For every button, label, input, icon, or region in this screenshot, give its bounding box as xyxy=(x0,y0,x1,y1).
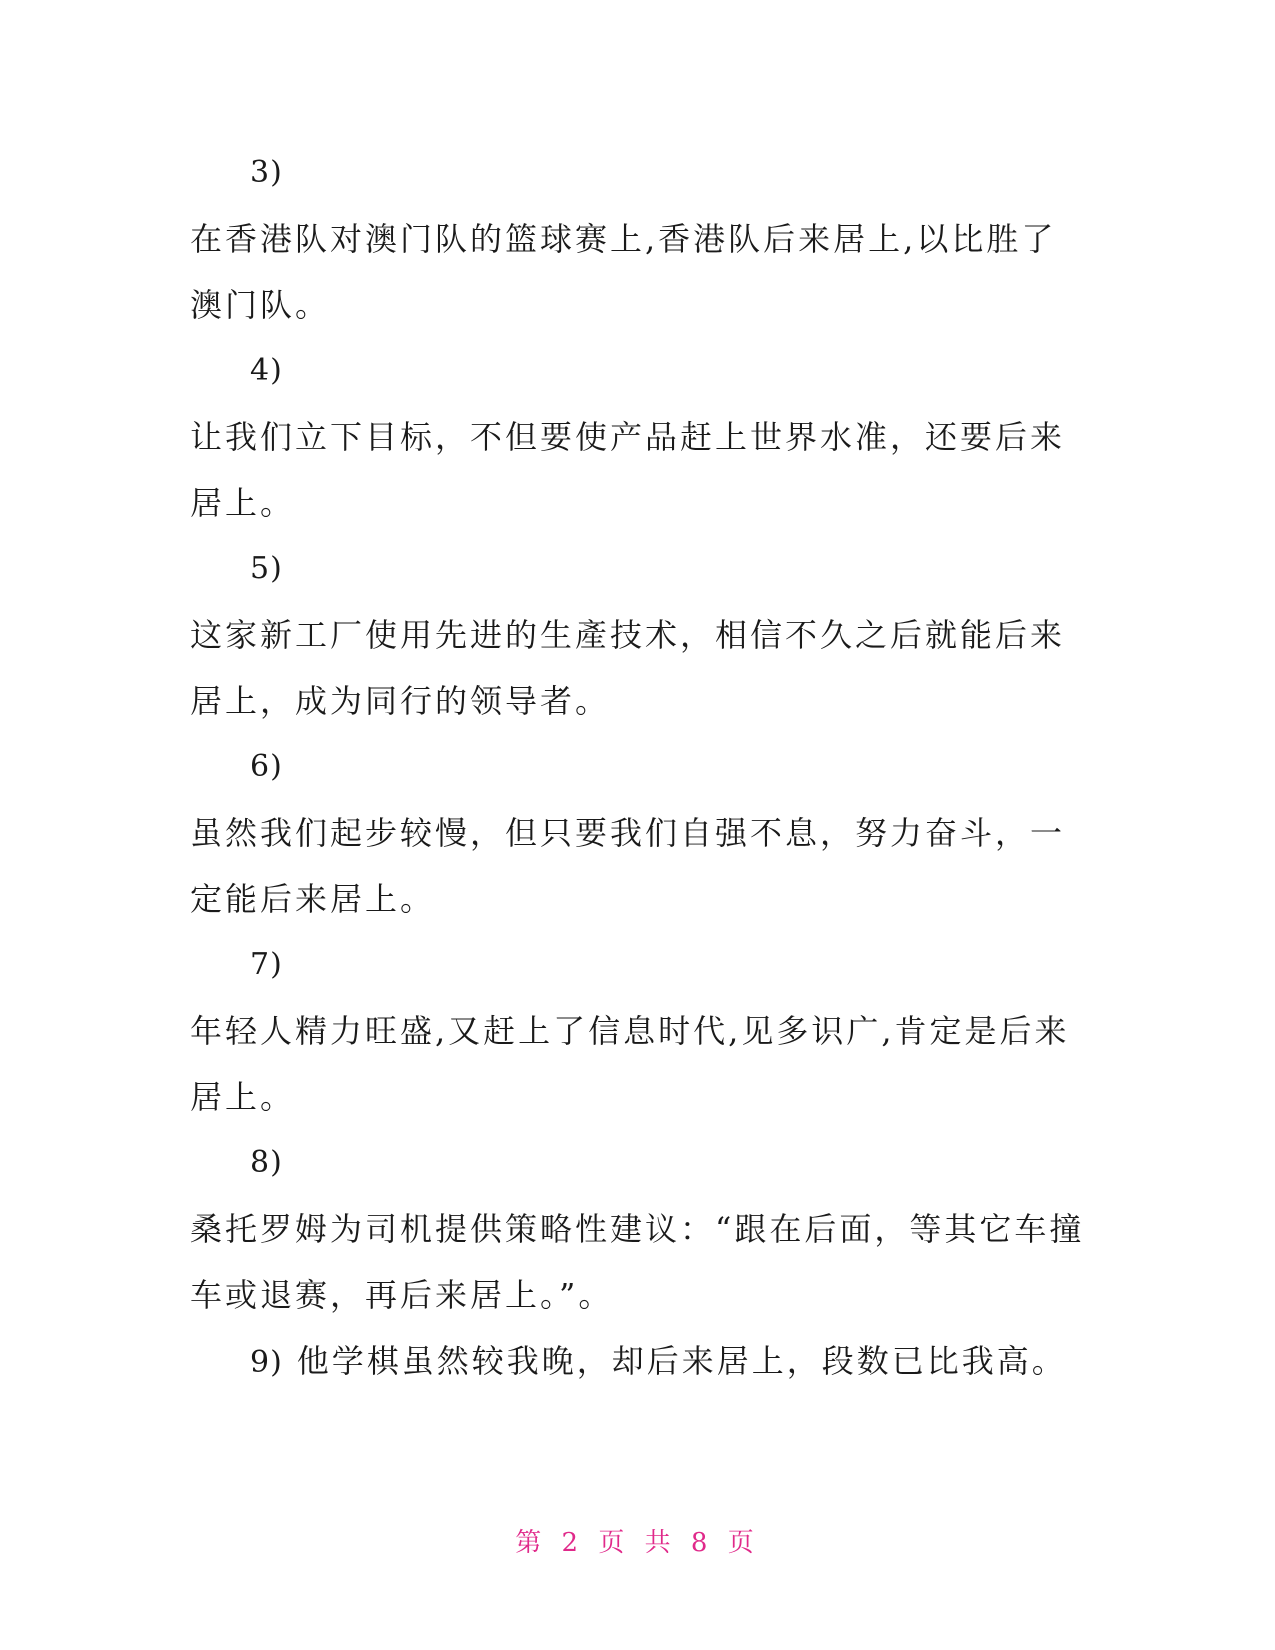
total-pages-number: 8 xyxy=(690,1528,714,1558)
item-number: 3) xyxy=(250,155,283,190)
current-page-number: 2 xyxy=(561,1528,585,1558)
item-text: 让我们立下目标，不但要使产品赶上世界水准，还要后来居上。 xyxy=(190,418,1066,522)
item-text: 年轻人精力旺盛,又赶上了信息时代,见多识广,肯定是后来居上。 xyxy=(190,1012,1070,1116)
item-text: 这家新工厂使用先进的生產技术，相信不久之后就能后来居上，成为同行的领导者。 xyxy=(190,616,1066,720)
page-footer xyxy=(0,1522,1275,1559)
item-number: 7) xyxy=(250,947,283,982)
item-number: 5) xyxy=(250,551,283,586)
footer-prefix: 第 xyxy=(515,1528,548,1558)
item-number: 9) xyxy=(250,1345,283,1380)
list-item xyxy=(190,536,1090,734)
list-item xyxy=(190,734,1090,932)
list-item-inline xyxy=(190,1328,1090,1396)
list-item xyxy=(190,140,1090,338)
item-text: 在香港队对澳门队的篮球赛上,香港队后来居上,以比胜了澳门队。 xyxy=(190,220,1057,324)
list-item xyxy=(190,932,1090,1130)
item-number: 4) xyxy=(250,353,283,388)
list-item xyxy=(190,338,1090,536)
footer-middle: 页 共 xyxy=(598,1528,677,1558)
item-text: 桑托罗姆为司机提供策略性建议：“跟在后面，等其它车撞车或退赛，再后来居上。”。 xyxy=(190,1210,1085,1314)
item-number: 8) xyxy=(250,1145,283,1180)
item-text: 他学棋虽然较我晚，却后来居上，段数已比我高。 xyxy=(296,1342,1067,1380)
example-sentence-list xyxy=(190,140,1090,1396)
list-item xyxy=(190,1130,1090,1328)
footer-suffix: 页 xyxy=(727,1528,760,1558)
item-number: 6) xyxy=(250,749,283,784)
item-text: 虽然我们起步较慢，但只要我们自强不息，努力奋斗，一定能后来居上。 xyxy=(190,814,1066,918)
